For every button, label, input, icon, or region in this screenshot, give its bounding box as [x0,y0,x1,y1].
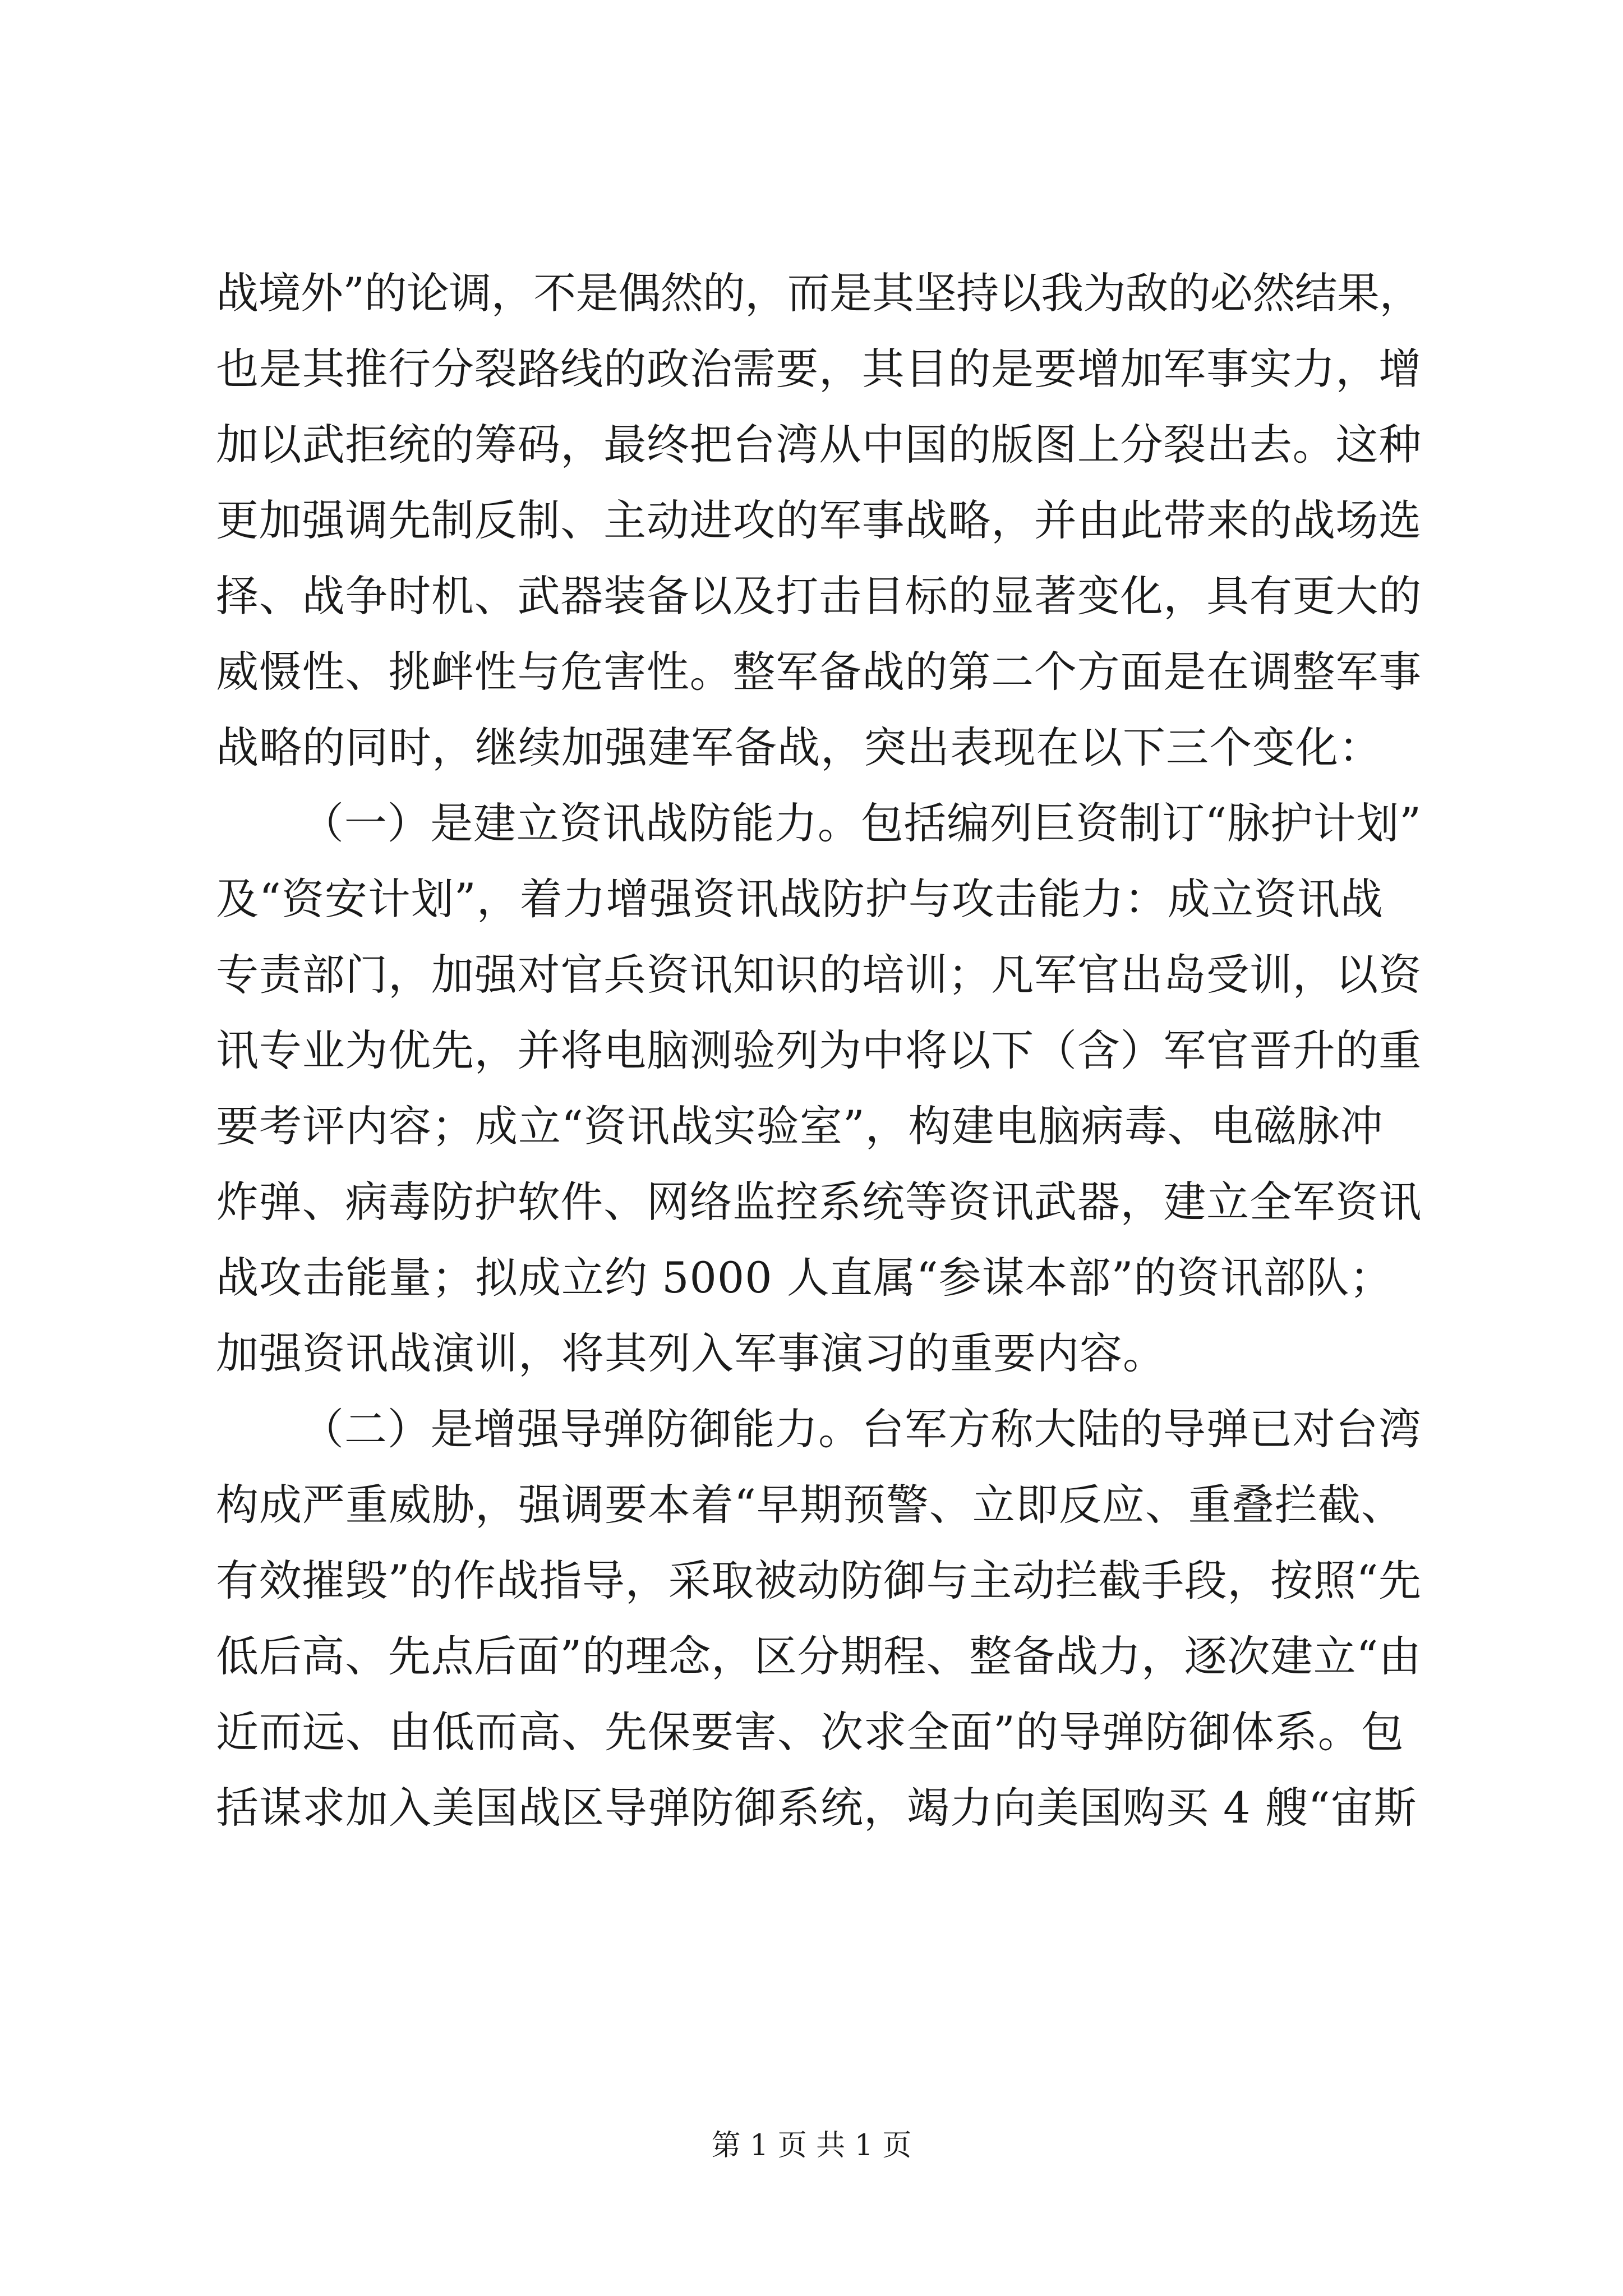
text-line: 低后高、先点后面”的理念，区分期程、整备战力，逐次建立“由 [216,1631,1422,1681]
text-line: （二）是增强导弹防御能力。台军方称大陆的导弹已对台湾 [301,1404,1422,1454]
text-line: 加强资讯战演训，将其列入军事演习的重要内容。 [216,1328,1166,1378]
text-line: 炸弹、病毒防护软件、网络监控系统等资讯武器，建立全军资讯 [216,1177,1422,1227]
text-line: 战境外”的论调，不是偶然的，而是其坚持以我为敌的必然结果， [216,268,1422,318]
text-line: 近而远、由低而高、先保要害、次求全面”的导弹防御体系。包 [216,1707,1404,1757]
page-footer: 第 1 页 共 1 页 [711,2129,912,2162]
text-line: 择、战争时机、武器装备以及打击目标的显著变化，具有更大的 [216,571,1422,621]
text-line: 战略的同时，继续加强建军备战，突出表现在以下三个变化： [216,723,1382,772]
text-line: 讯专业为优先，并将电脑测验列为中将以下（含）军官晋升的重 [216,1025,1422,1075]
text-line: 及“资安计划”，着力增强资讯战防护与攻击能力：成立资讯战 [216,874,1384,924]
text-line: 有效摧毁”的作战指导，采取被动防御与主动拦截手段，按照“先 [216,1556,1422,1605]
text-line: 专责部门，加强对官兵资讯知识的培训；凡军官出岛受训，以资 [216,950,1422,1000]
text-line: （一）是建立资讯战防能力。包括编列巨资制订“脉护计划” [301,798,1422,848]
text-line: 要考评内容；成立“资讯战实验室”，构建电脑病毒、电磁脉冲 [216,1101,1384,1151]
text-line: 括谋求加入美国战区导弹防御系统，竭力向美国购买 4 艘“宙斯 [216,1783,1417,1833]
body-text [216,255,1422,1846]
text-line: 更加强调先制反制、主动进攻的军事战略，并由此带来的战场选 [216,495,1422,545]
text-line: 构成严重威胁，强调要本着“早期预警、立即反应、重叠拦截、 [216,1480,1404,1530]
text-line: 加以武拒统的筹码，最终把台湾从中国的版图上分裂出去。这种 [216,420,1422,470]
text-line: 也是其推行分裂路线的政治需要，其目的是要增加军事实力，增 [216,344,1422,394]
text-line: 威慑性、挑衅性与危害性。整军备战的第二个方面是在调整军事 [216,647,1422,697]
text-line: 战攻击能量；拟成立约 5000 人直属“参谋本部”的资讯部队； [216,1253,1393,1303]
